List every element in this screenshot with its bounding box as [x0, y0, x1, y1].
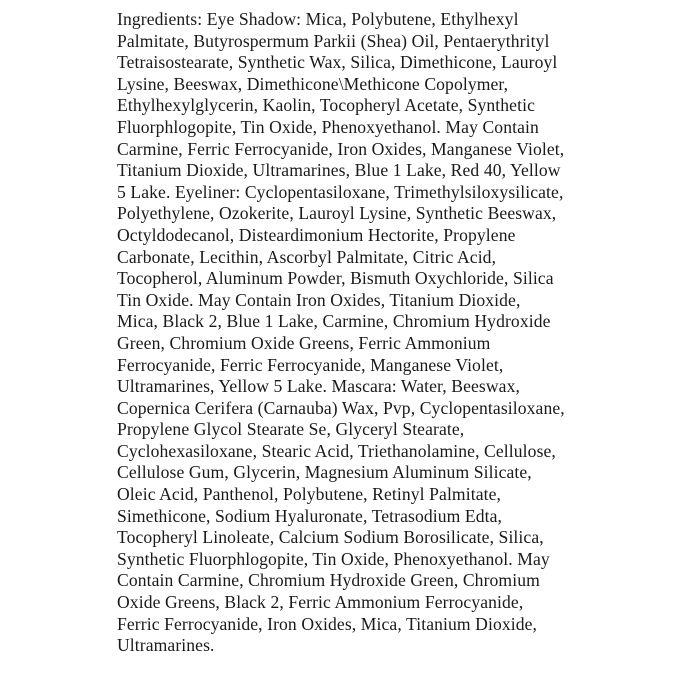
- ingredients-line: Propylene Glycol Stearate Se, Glyceryl Stearate,: [117, 419, 465, 440]
- ingredients-line: Carbonate, Lecithin, Ascorbyl Palmitate, Citric Acid,: [117, 246, 497, 267]
- ingredients-line: 5 Lake. Eyeliner: Cyclopentasiloxane, Trimethylsiloxysilicate,: [117, 181, 564, 202]
- ingredients-line: Polyethylene, Ozokerite, Lauroyl Lysine, Synthetic Beeswax,: [117, 203, 557, 224]
- ingredients-line: Lysine, Beeswax, Dimethicone\Methicone Copolymer,: [117, 73, 509, 94]
- ingredients-text-block: [117, 9, 577, 657]
- ingredients-line: Cellulose Gum, Glycerin, Magnesium Aluminum Silicate,: [117, 462, 532, 483]
- ingredients-line: Tocopherol, Aluminum Powder, Bismuth Oxychloride, Silica: [117, 268, 554, 289]
- ingredients-line: Copernica Cerifera (Carnauba) Wax, Pvp, Cyclopentasiloxane,: [117, 397, 565, 418]
- ingredients-line: Simethicone, Sodium Hyaluronate, Tetrasodium Edta,: [117, 505, 503, 526]
- ingredients-line: Oleic Acid, Panthenol, Polybutene, Retinyl Palmitate,: [117, 484, 501, 505]
- ingredients-line: Ingredients: Eye Shadow: Mica, Polybutene, Ethylhexyl: [117, 9, 519, 29]
- ingredients-line: Tetraisostearate, Synthetic Wax, Silica, Dimethicone, Lauroyl: [117, 52, 558, 73]
- ingredients-line: Tin Oxide. May Contain Iron Oxides, Titanium Dioxide,: [117, 289, 521, 310]
- ingredients-line: Ferric Ferrocyanide, Iron Oxides, Mica, Titanium Dioxide,: [117, 613, 538, 634]
- ingredients-line: Palmitate, Butyrospermum Parkii (Shea) Oil, Pentaerythrityl: [117, 30, 550, 51]
- ingredients-line: Mica, Black 2, Blue 1 Lake, Carmine, Chromium Hydroxide: [117, 311, 551, 332]
- ingredients-line: Green, Chromium Oxide Greens, Ferric Ammonium: [117, 332, 491, 353]
- ingredients-line: Ultramarines.: [117, 635, 215, 656]
- ingredients-line: Ethylhexylglycerin, Kaolin, Tocopheryl Acetate, Synthetic: [117, 95, 535, 116]
- ingredients-line: Ultramarines, Yellow 5 Lake. Mascara: Water, Beeswax,: [117, 376, 520, 397]
- ingredients-line: Synthetic Fluorphlogopite, Tin Oxide, Phenoxyethanol. May: [117, 548, 550, 569]
- ingredients-line: Carmine, Ferric Ferrocyanide, Iron Oxides, Manganese Violet,: [117, 138, 565, 159]
- ingredients-line: Fluorphlogopite, Tin Oxide, Phenoxyethanol. May Contain: [117, 116, 539, 137]
- ingredients-line: Cyclohexasiloxane, Stearic Acid, Triethanolamine, Cellulose,: [117, 440, 556, 461]
- ingredients-line: Titanium Dioxide, Ultramarines, Blue 1 Lake, Red 40, Yellow: [117, 160, 561, 181]
- ingredients-line: Ferrocyanide, Ferric Ferrocyanide, Manganese Violet,: [117, 354, 504, 375]
- ingredients-line: Octyldodecanol, Disteardimonium Hectorite, Propylene: [117, 224, 516, 245]
- ingredients-line: Contain Carmine, Chromium Hydroxide Green, Chromium: [117, 570, 540, 591]
- ingredients-line: Oxide Greens, Black 2, Ferric Ammonium Ferrocyanide,: [117, 592, 524, 613]
- ingredients-line: Tocopheryl Linoleate, Calcium Sodium Borosilicate, Silica,: [117, 527, 544, 548]
